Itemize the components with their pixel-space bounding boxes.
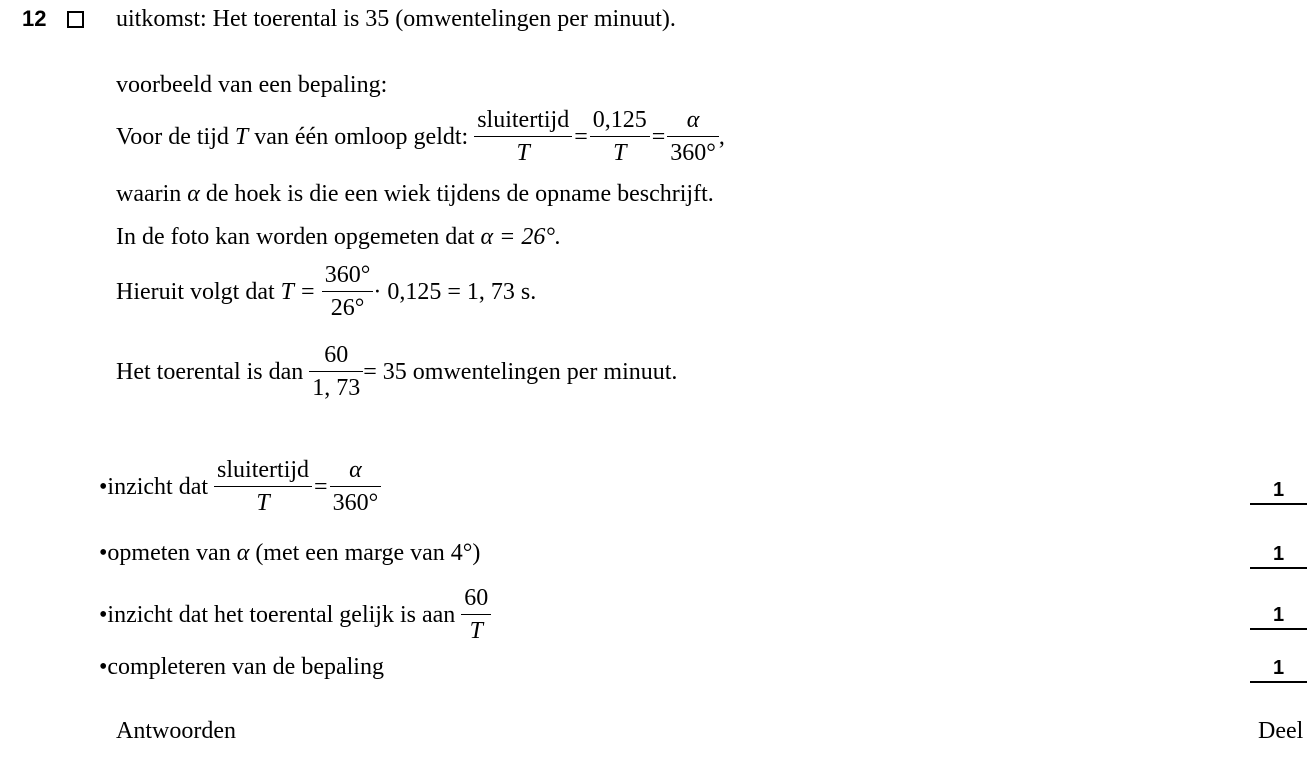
footer-answers: Antwoorden	[116, 718, 236, 744]
question-checkbox[interactable]	[67, 11, 84, 28]
fraction-360-over-26	[322, 261, 374, 322]
line2-prefix: waarin	[116, 181, 182, 207]
fraction-denominator: T	[516, 140, 530, 166]
fraction-denominator: 26°	[330, 295, 365, 321]
fraction-numerator: 0,125	[590, 106, 650, 137]
margin-value: 4°	[450, 540, 473, 566]
score-criterion-2: 1	[1250, 542, 1307, 569]
bullet: •	[99, 602, 108, 629]
fraction-numerator: 60	[309, 341, 363, 372]
fraction-shutter-over-T	[214, 456, 312, 517]
fraction-alpha-over-360	[330, 456, 382, 517]
criterion-text: inzicht dat het toerental gelijk is aan	[107, 602, 456, 629]
fraction-denominator: T	[613, 140, 627, 166]
fraction-alpha-over-360	[667, 106, 719, 167]
score-criterion-3: 1	[1250, 603, 1307, 630]
line3-equation: α = 26°.	[480, 224, 561, 250]
outcome-text: uitkomst: Het toerental is 35 (omwentelingen per minuut).	[116, 6, 676, 32]
fraction-numerator: α	[330, 456, 382, 487]
line5-prefix: Het toerental is dan	[116, 359, 304, 386]
criterion-text: completeren van de bepaling	[107, 654, 384, 680]
footer-part: Deel	[1258, 718, 1304, 744]
question-number: 12	[22, 6, 47, 31]
equals-sign: =	[314, 474, 328, 501]
fraction-numerator: α	[667, 106, 719, 137]
line3-prefix: In de foto kan worden opgemeten dat	[116, 224, 475, 250]
line4-T-equals: T =	[280, 279, 316, 306]
example-line-3	[116, 224, 561, 251]
equals-sign: =	[574, 124, 588, 151]
alpha-symbol: α	[187, 181, 200, 207]
bullet: •	[99, 474, 108, 501]
criterion-3	[99, 586, 491, 647]
fraction-denominator: T	[469, 618, 483, 644]
score-criterion-1: 1	[1250, 478, 1307, 505]
comma: ,	[718, 124, 725, 151]
bullet: •	[99, 540, 108, 566]
fraction-denominator: 360°	[332, 490, 379, 516]
fraction-denominator: 1, 73	[312, 375, 361, 401]
line1-mid: van één omloop geldt:	[254, 124, 469, 151]
close-paren: )	[472, 540, 481, 566]
line1-prefix: Voor de tijd	[116, 124, 229, 151]
alpha-symbol: α	[236, 540, 250, 566]
fraction-numerator: 60	[461, 584, 491, 615]
fraction-numerator: sluitertijd	[474, 106, 572, 137]
line1-T: T	[234, 124, 249, 151]
line2-suffix: de hoek is die een wiek tijdens de opname beschrijft.	[205, 181, 714, 207]
fraction-denominator: T	[256, 490, 270, 516]
criterion-text: inzicht dat	[107, 474, 209, 501]
fraction-60-over-T	[461, 584, 491, 645]
example-line-1	[116, 108, 725, 169]
example-line-2	[116, 181, 714, 208]
line4-suffix: · 0,125 = 1, 73 s.	[373, 279, 537, 306]
criterion-1	[99, 458, 381, 519]
fraction-60-over-173	[309, 341, 363, 402]
example-line-5	[116, 343, 677, 404]
criterion-text: opmeten van	[107, 540, 231, 566]
example-line-4	[116, 263, 536, 324]
criterion-suffix: (met een marge van	[255, 540, 445, 566]
criterion-2	[99, 540, 480, 567]
fraction-numerator: sluitertijd	[214, 456, 312, 487]
fraction-numerator: 360°	[322, 261, 374, 292]
fraction-denominator: 360°	[670, 140, 716, 166]
fraction-shutter-over-T	[474, 106, 572, 167]
score-criterion-4: 1	[1250, 656, 1307, 683]
criterion-4	[99, 654, 384, 681]
equals-sign: =	[651, 124, 666, 151]
bullet: •	[99, 654, 108, 680]
fraction-0125-over-T	[590, 106, 650, 167]
line4-prefix: Hieruit volgt dat	[116, 279, 275, 306]
example-heading: voorbeeld van een bepaling:	[116, 72, 388, 98]
line5-suffix: = 35 omwentelingen per minuut.	[363, 359, 678, 386]
